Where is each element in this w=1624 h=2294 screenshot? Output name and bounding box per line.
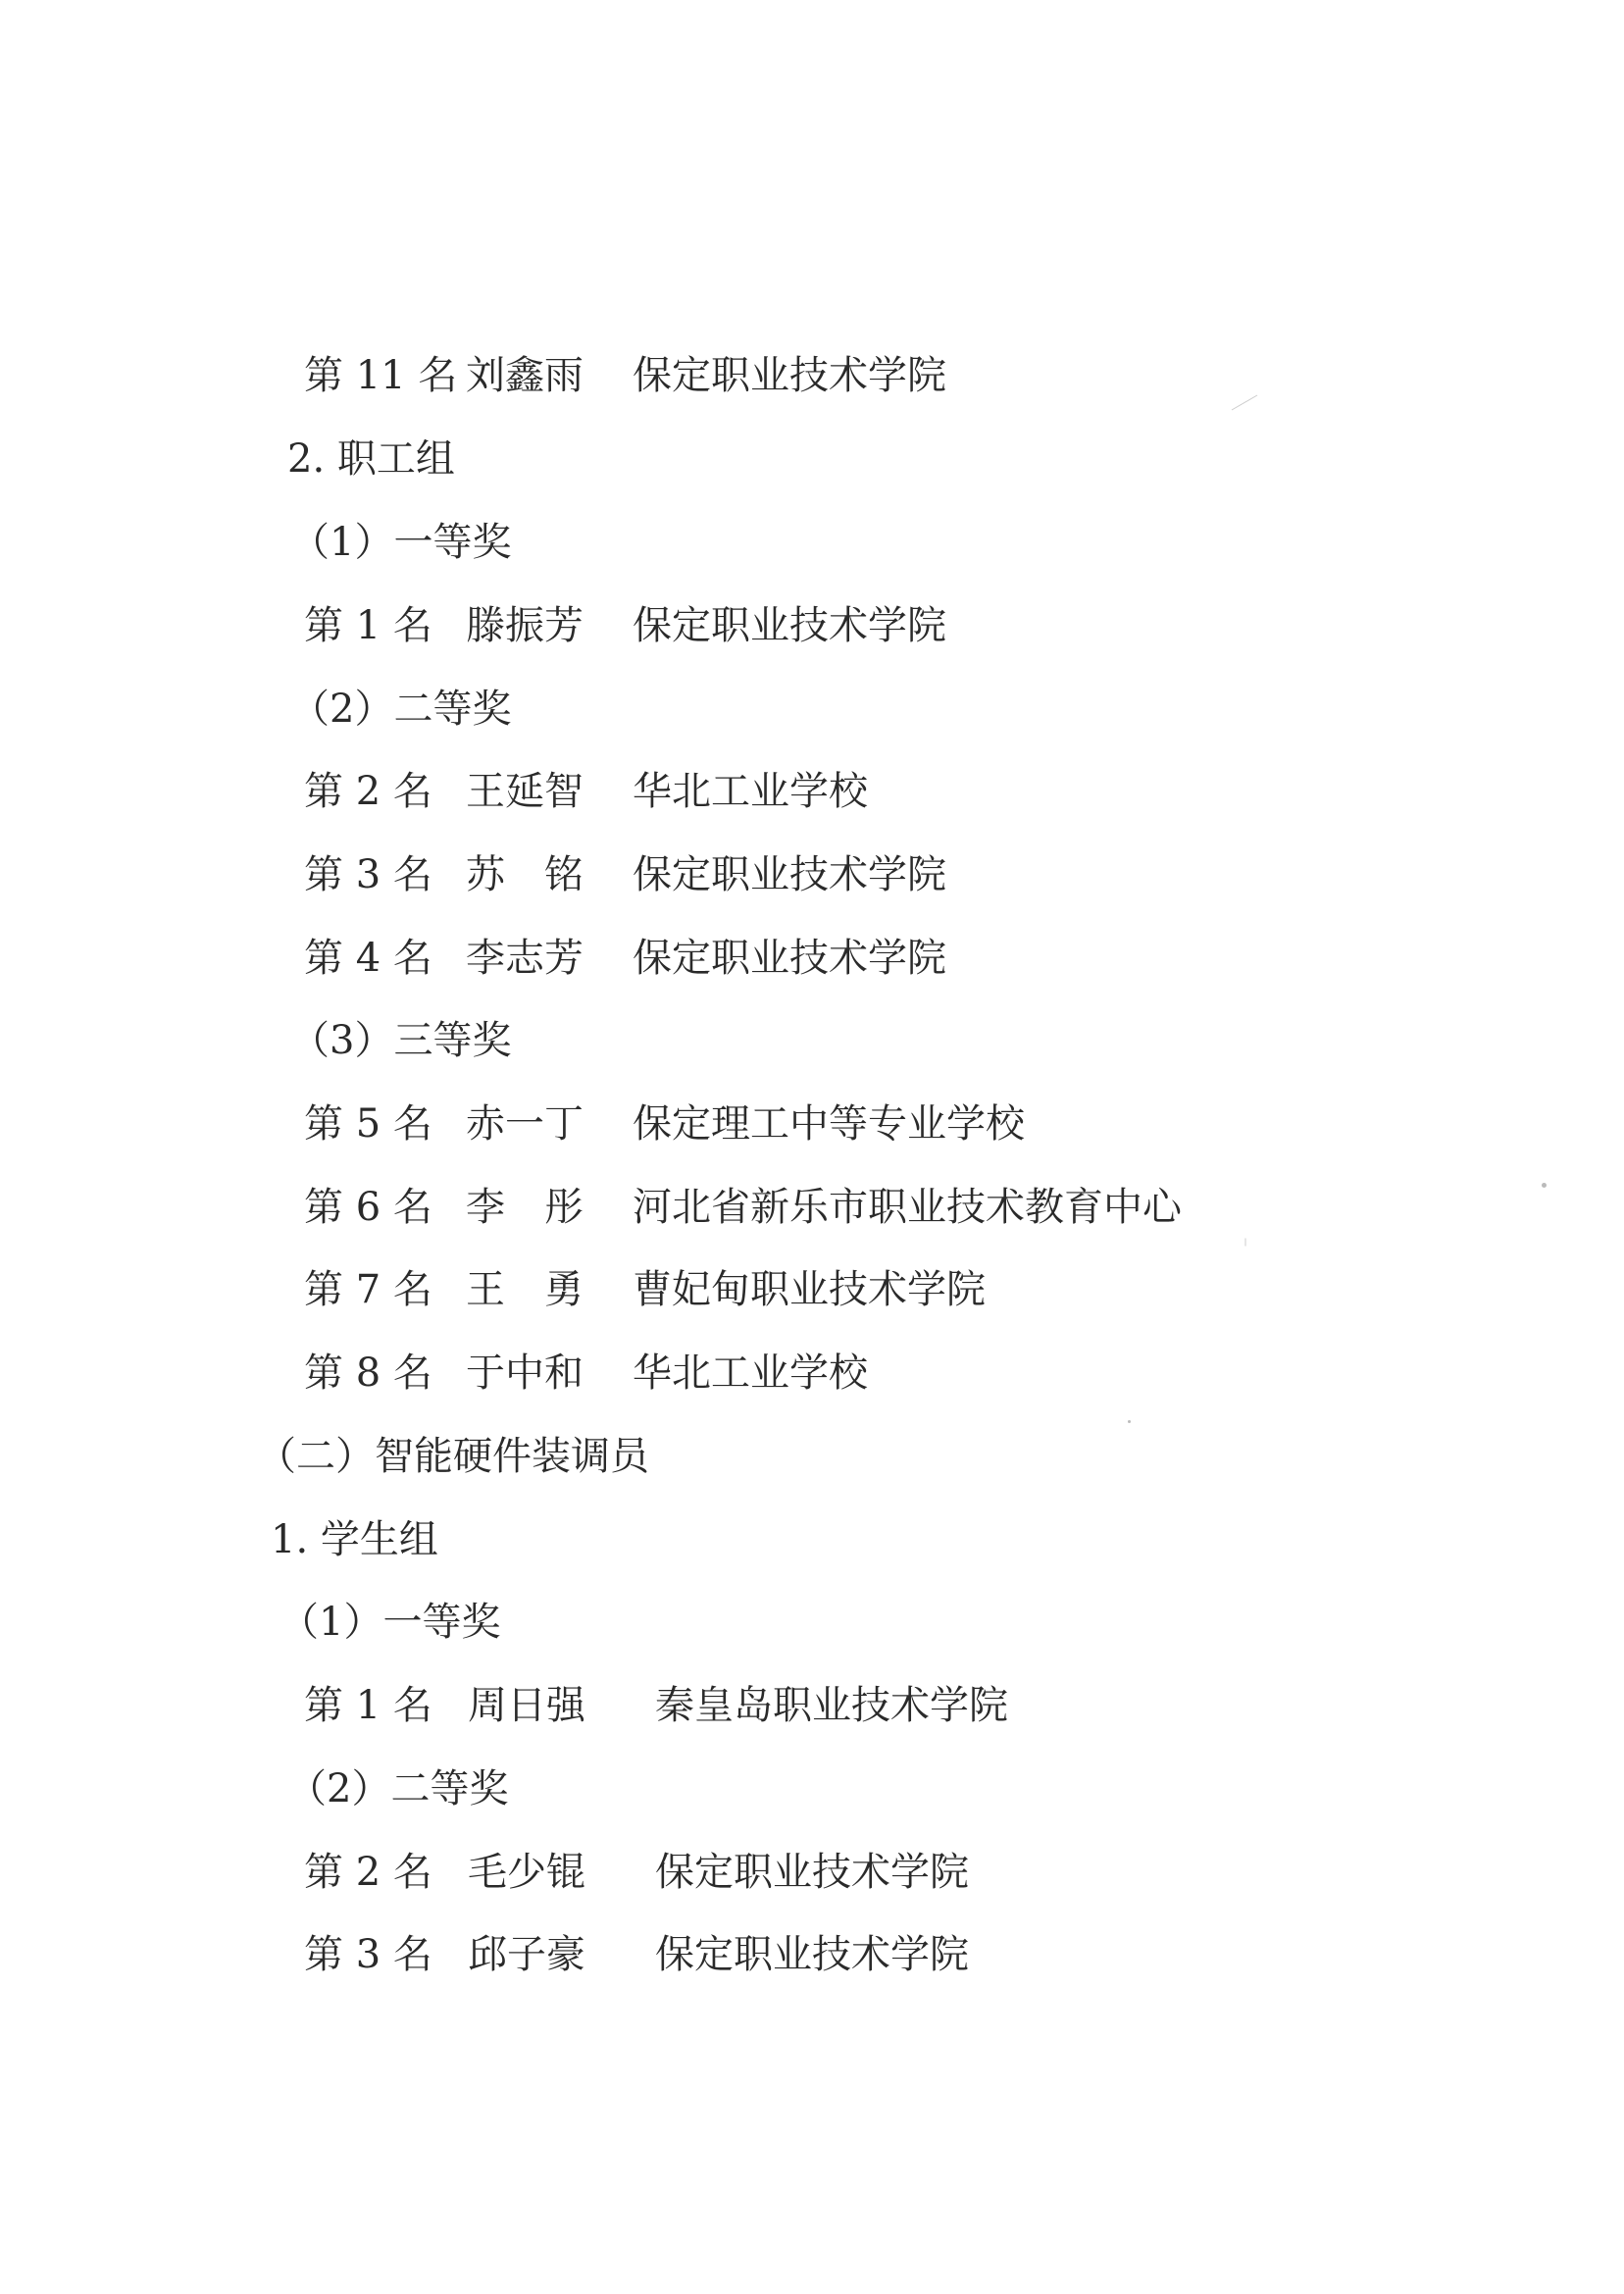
entry-rank: 第 4 名 (304, 936, 432, 981)
entry-rank: 第 1 名 (304, 1683, 432, 1728)
award-level-heading: （1）一等奖 (279, 1600, 501, 1645)
entry-rank: 第 8 名 (304, 1351, 432, 1396)
entry-name: 王 勇 (466, 1267, 584, 1312)
entry-rank: 第 11 名 (304, 353, 458, 398)
entry-name: 刘鑫雨 (466, 353, 584, 398)
entry-name: 赤一丁 (466, 1101, 584, 1147)
entry-organization: 保定职业技术学院 (655, 1932, 969, 1977)
entry-name: 王延智 (466, 769, 584, 814)
award-level-heading: （2）二等奖 (287, 1766, 509, 1811)
entry-rank: 第 5 名 (304, 1101, 432, 1147)
entry-name: 邱子豪 (468, 1932, 585, 1977)
entry-organization: 曹妃甸职业技术学院 (633, 1267, 986, 1312)
entry-rank: 第 3 名 (304, 1932, 432, 1977)
entry-rank: 第 6 名 (304, 1185, 432, 1230)
entry-organization: 河北省新乐市职业技术教育中心 (633, 1185, 1182, 1230)
scan-speck (1542, 1183, 1547, 1188)
entry-organization: 秦皇岛职业技术学院 (655, 1683, 1008, 1728)
entry-organization: 华北工业学校 (633, 769, 868, 814)
scan-scratch (1245, 1239, 1246, 1247)
entry-name: 李志芳 (466, 936, 584, 981)
entry-name: 于中和 (466, 1351, 584, 1396)
entry-organization: 保定职业技术学院 (633, 353, 946, 398)
entry-rank: 第 2 名 (304, 1850, 432, 1895)
entry-organization: 保定职业技术学院 (655, 1850, 969, 1895)
entry-name: 苏 铭 (466, 852, 584, 897)
entry-name: 李 彤 (466, 1185, 584, 1230)
entry-organization: 保定理工中等专业学校 (633, 1101, 1025, 1147)
group-heading: 1. 学生组 (271, 1517, 438, 1562)
entry-organization: 保定职业技术学院 (633, 936, 946, 981)
entry-organization: 保定职业技术学院 (633, 603, 946, 648)
award-level-heading: （3）三等奖 (290, 1018, 512, 1063)
entry-rank: 第 2 名 (304, 769, 432, 814)
entry-rank: 第 3 名 (304, 852, 432, 897)
group-heading: 2. 职工组 (287, 436, 455, 482)
award-level-heading: （1）一等奖 (290, 520, 512, 565)
scan-speck (1128, 1420, 1131, 1423)
award-level-heading: （2）二等奖 (290, 687, 512, 732)
entry-name: 滕振芳 (466, 603, 584, 648)
section-heading: （二）智能硬件装调员 (257, 1434, 649, 1479)
entry-rank: 第 1 名 (304, 603, 432, 648)
entry-rank: 第 7 名 (304, 1267, 432, 1312)
entry-name: 毛少锟 (468, 1850, 585, 1895)
entry-name: 周日强 (468, 1683, 585, 1728)
entry-organization: 华北工业学校 (633, 1351, 868, 1396)
scan-scratch (1232, 395, 1257, 411)
entry-organization: 保定职业技术学院 (633, 852, 946, 897)
